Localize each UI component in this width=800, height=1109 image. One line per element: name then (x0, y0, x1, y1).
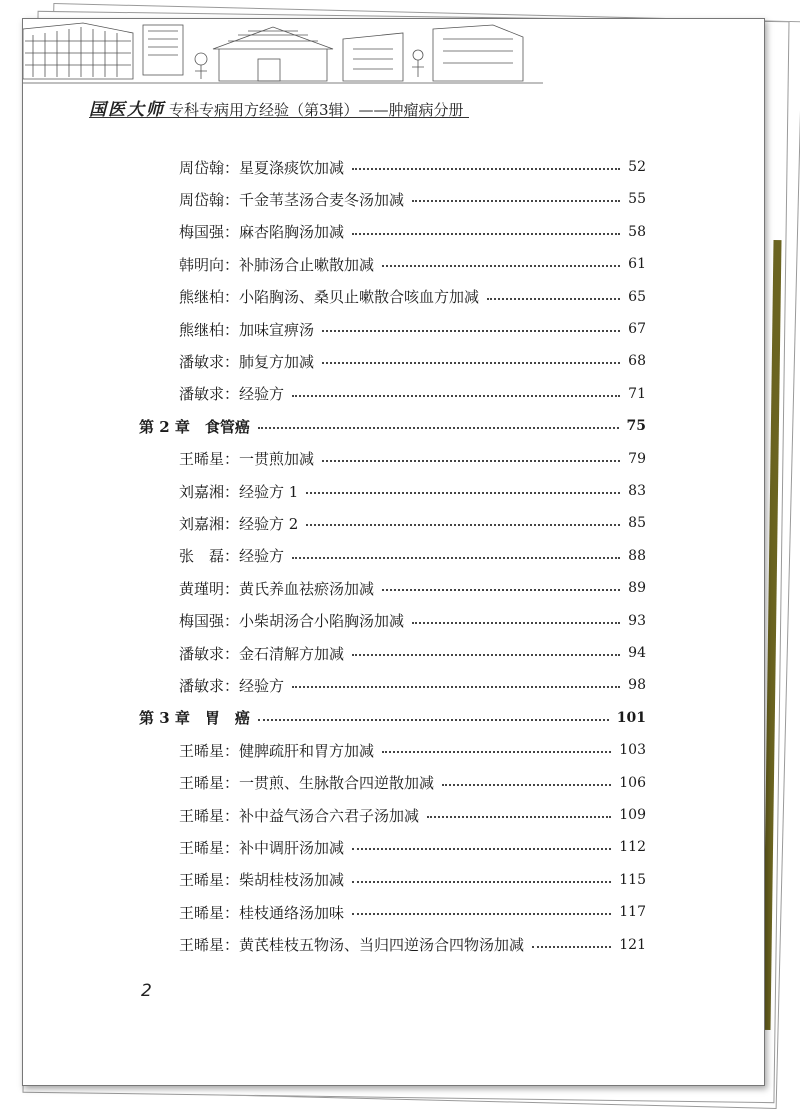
dot-leader (292, 557, 620, 559)
toc-label: 周岱翰：千金苇茎汤合麦冬汤加减 (179, 190, 405, 209)
toc-entry-row (23, 868, 646, 892)
toc-label: 王晞星：一贯煎、生脉散合四逆散加减 (179, 774, 435, 793)
toc-entry-row (23, 382, 646, 406)
toc-label: 第 3 章 胃 癌 (139, 709, 250, 728)
toc-label: 梅国强：麻杏陷胸汤加减 (179, 223, 345, 242)
toc-label: 张 磊：经验方 (179, 547, 285, 566)
dot-leader (292, 395, 620, 397)
dot-leader (322, 330, 620, 332)
toc-entry-row (23, 576, 646, 600)
toc-entry-row (23, 187, 646, 211)
dot-leader (352, 654, 620, 656)
dot-leader (306, 524, 620, 526)
toc-page-number: 71 (628, 385, 646, 402)
toc-entry-row (23, 641, 646, 665)
toc-chapter-row (23, 706, 646, 730)
toc-page-number: 115 (619, 871, 646, 888)
toc-chapter-row (23, 414, 646, 438)
toc-label: 第 2 章 食管癌 (139, 417, 250, 436)
series-title: 专科专病用方经验（第3辑）——肿瘤病分册 (169, 101, 464, 119)
toc-page-number: 88 (628, 547, 646, 564)
toc-page-number: 79 (628, 450, 646, 467)
dot-leader (352, 913, 611, 915)
toc-entry-row (23, 285, 646, 309)
toc-label: 梅国强：小柴胡汤合小陷胸汤加减 (179, 612, 405, 631)
toc-label: 王晞星：健脾疏肝和胃方加减 (179, 741, 375, 760)
dot-leader (352, 168, 620, 170)
toc-page-number: 93 (628, 612, 646, 629)
toc-page-number: 67 (628, 321, 646, 337)
toc-page-number: 85 (628, 515, 646, 532)
toc-page-number: 68 (628, 353, 646, 370)
toc-entry-row (23, 738, 646, 762)
toc-entry-row (23, 155, 646, 179)
toc-page-number: 117 (619, 904, 646, 921)
toc-label: 潘敏求：经验方 (179, 385, 285, 404)
book-page (22, 18, 765, 1086)
dot-leader (442, 784, 611, 786)
toc-label: 王晞星：桂枝通络汤加味 (179, 903, 345, 922)
toc-entry-row (23, 835, 646, 859)
toc-entry-row (23, 317, 646, 341)
toc-label: 周岱翰：星夏涤痰饮加减 (179, 158, 345, 177)
toc-entry-row (23, 511, 646, 535)
dot-leader (382, 265, 620, 267)
toc-page-number: 65 (628, 288, 646, 305)
dot-leader (292, 686, 620, 688)
toc-label: 潘敏求：经验方 (179, 676, 285, 695)
toc-entry-row (23, 771, 646, 795)
toc-page-number: 52 (628, 159, 646, 175)
toc-entry-row (23, 544, 646, 568)
toc-label: 韩明向：补肺汤合止嗽散加减 (179, 255, 375, 274)
dot-leader (412, 200, 620, 202)
toc-label: 黄瑾明：黄氏养血祛瘀汤加减 (179, 579, 375, 598)
dot-leader (352, 233, 620, 235)
toc-page-number: 55 (628, 191, 646, 208)
toc-page-number: 106 (619, 774, 646, 791)
toc-page-number: 109 (619, 807, 646, 823)
toc-page-number: 103 (619, 742, 646, 759)
toc-entry-row (23, 900, 646, 924)
toc-page-number: 121 (619, 936, 646, 953)
toc-label: 潘敏求：金石清解方加减 (179, 644, 345, 663)
page-number: 2 (141, 981, 152, 1001)
toc-entry-row (23, 447, 646, 471)
dot-leader (322, 460, 620, 462)
toc-page-number: 98 (628, 677, 646, 694)
dot-leader (382, 589, 620, 591)
toc-label: 王晞星：补中调肝汤加减 (179, 838, 345, 857)
toc-label: 潘敏求：肺复方加减 (179, 352, 315, 371)
toc-entry-row (23, 349, 646, 373)
dot-leader (306, 492, 620, 494)
toc-entry-row (23, 933, 646, 957)
toc-page-number: 61 (628, 256, 646, 273)
toc-page-number: 101 (616, 709, 646, 726)
dot-leader (532, 946, 611, 948)
toc-entry-row (23, 252, 646, 276)
dot-leader (258, 719, 609, 721)
toc-label: 刘嘉湘：经验方 2 (179, 514, 299, 533)
dot-leader (487, 298, 620, 300)
dot-leader (322, 362, 620, 364)
toc-page-number: 83 (628, 483, 646, 499)
toc-label: 王晞星：柴胡桂枝汤加减 (179, 871, 345, 890)
toc-entry-row (23, 803, 646, 827)
toc-entry-row (23, 609, 646, 633)
toc-page-number: 94 (628, 645, 646, 661)
toc-page-number: 75 (626, 418, 646, 435)
dot-leader (258, 427, 619, 429)
toc-label: 王晞星：一贯煎加减 (179, 450, 315, 469)
toc-page-number: 89 (628, 580, 646, 597)
toc-page-number: 112 (619, 839, 646, 856)
toc-label: 王晞星：黄芪桂枝五物汤、当归四逆汤合四物汤加减 (179, 936, 525, 955)
brand-title: 国医大师 (89, 100, 165, 120)
toc-page-number: 58 (628, 223, 646, 240)
toc-label: 王晞星：补中益气汤合六君子汤加减 (179, 806, 420, 825)
dot-leader (352, 881, 611, 883)
toc-entry-row (23, 673, 646, 697)
toc-label: 熊继柏：加味宣痹汤 (179, 320, 315, 339)
dot-leader (382, 751, 611, 753)
toc-label: 熊继柏：小陷胸汤、桑贝止嗽散合咳血方加减 (179, 288, 480, 307)
toc-entry-row (23, 220, 646, 244)
toc-entry-row (23, 479, 646, 503)
header-illustration (23, 19, 543, 87)
toc-label: 刘嘉湘：经验方 1 (179, 482, 299, 501)
dot-leader (352, 848, 611, 850)
header-rule (89, 117, 469, 118)
dot-leader (427, 816, 611, 818)
dot-leader (412, 622, 620, 624)
